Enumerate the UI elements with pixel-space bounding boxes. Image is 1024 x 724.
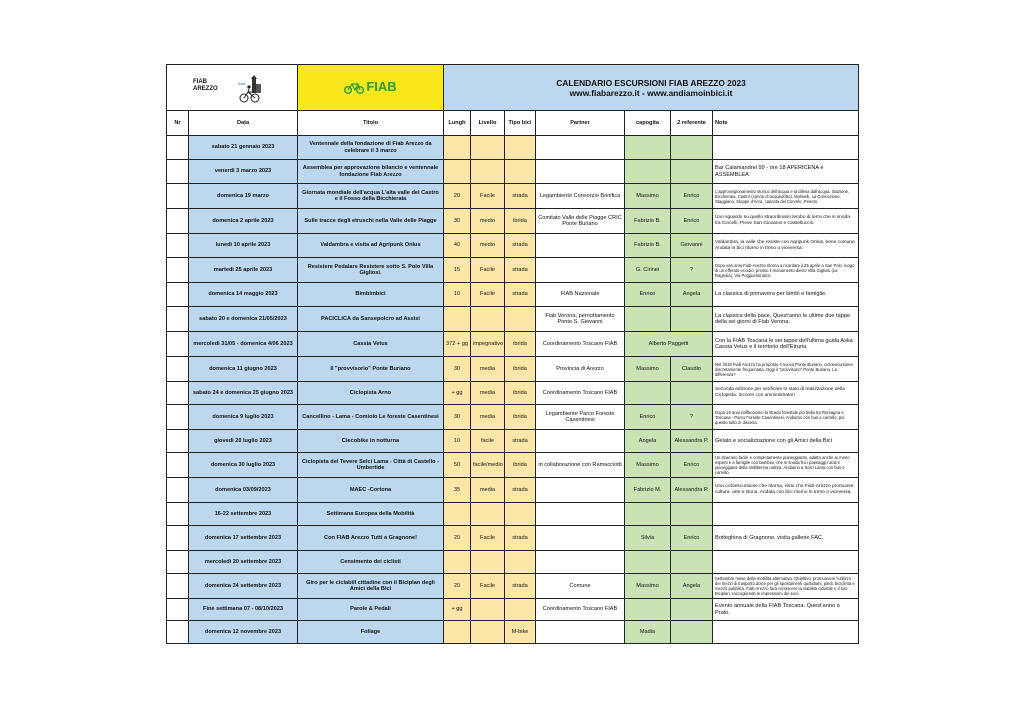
- cell-note: Con la FIAB Toscana le sei tappe dell'ultima guida Aska Cassia Vetus e il territorio dell'Etruria: [713, 332, 859, 357]
- cell-partner: Coordinamento Toscano FIAB: [536, 332, 625, 357]
- cell-tipo: ibrida: [505, 332, 536, 357]
- cell-note: Dopo 19 anni riaffacciamo la strada forestale più bella tra Romagna e Toscana - Parco Foreste Casentinesi. Andiamo con bus e carrello, poi questo tutto in discesa.: [713, 405, 859, 430]
- cell-note: La classica della pace. Quest'anno le ultime due tappe della sei giorni di Fiab Verona.: [713, 307, 859, 332]
- table-row: [167, 184, 859, 209]
- cell-referente: Enrico: [671, 209, 713, 234]
- fiab-arezzo-logo: [167, 65, 298, 111]
- cell-capogita: Enrico: [625, 283, 671, 307]
- table-row: [167, 621, 859, 644]
- cell-partner: [536, 258, 625, 283]
- cell-referente: [671, 621, 713, 644]
- cell-capogita: Massimo: [625, 184, 671, 209]
- cell-titolo: PACICLICA da Sansepolcro ad Assisi: [298, 307, 444, 332]
- cell-note: Seconda edizione per verificare lo stato di realizzazione della Ciclopista. Incontri con amministratori: [713, 382, 859, 405]
- table-row: [167, 283, 859, 307]
- cell-data: domenica 11 giugno 2023: [189, 357, 298, 382]
- cell-note: Bar Calamandrei 99 - ore 18 APERICENA e ASSEMBLEA: [713, 160, 859, 184]
- cell-referente: Enrico: [671, 453, 713, 478]
- col-header-referente: 2 referente: [671, 111, 713, 136]
- cell-tipo: ibrida: [505, 405, 536, 430]
- cell-referente: Giovanni: [671, 234, 713, 258]
- cell-tipo: [505, 307, 536, 332]
- cell-nr: [167, 332, 189, 357]
- cell-livello: [471, 621, 505, 644]
- cell-referente: Claudio: [671, 357, 713, 382]
- cell-referente: Angela: [671, 283, 713, 307]
- cell-referente: [671, 599, 713, 621]
- cell-nr: [167, 453, 189, 478]
- cell-data: domenica 24 settembre 2023: [189, 574, 298, 599]
- cell-lungh: 10: [444, 283, 471, 307]
- cell-tipo: [505, 160, 536, 184]
- cell-data: sabato 24 e domenica 25 giugno 2023: [189, 382, 298, 405]
- cell-titolo: Ciclopista del Tevere Selci Lama - Città di Castello - Umbertide: [298, 453, 444, 478]
- cell-livello: media: [471, 405, 505, 430]
- table-row: [167, 551, 859, 574]
- cell-livello: facile/medio: [471, 453, 505, 478]
- cell-partner: in collaborazione con Ramacciotti: [536, 453, 625, 478]
- cell-lungh: [444, 621, 471, 644]
- cell-partner: [536, 478, 625, 503]
- cell-data: domenica 17 settembre 2023: [189, 526, 298, 551]
- cell-partner: Comitato Valle delle Piagge CRIC Ponte Buriano: [536, 209, 625, 234]
- cell-livello: media: [471, 357, 505, 382]
- table-row: [167, 136, 859, 160]
- table-row: [167, 357, 859, 382]
- cell-lungh: 50: [444, 453, 471, 478]
- cell-lungh: 20: [444, 526, 471, 551]
- cell-titolo: Il "provvisorio" Ponte Buriano: [298, 357, 444, 382]
- cell-capogita: Massimo: [625, 453, 671, 478]
- cell-data: mercoledì 20 settembre 2023: [189, 551, 298, 574]
- cell-note: [713, 136, 859, 160]
- cell-capogita: Enrico: [625, 405, 671, 430]
- cell-tipo: ibrida: [505, 453, 536, 478]
- cell-data: martedì 25 aprile 2023: [189, 258, 298, 283]
- cell-referente: ?: [671, 405, 713, 430]
- cell-partner: Fiab Verona, pernottamento Ponte S. Giovanni: [536, 307, 625, 332]
- cell-nr: [167, 184, 189, 209]
- cell-titolo: Assemblea per approvazione bilancio e ventennale fondazione Fiab Arezzo: [298, 160, 444, 184]
- cell-titolo: MAEC -Cortona: [298, 478, 444, 503]
- cell-livello: Facile: [471, 258, 505, 283]
- cell-referente: [671, 382, 713, 405]
- fiab-logo: [298, 65, 444, 111]
- cell-lungh: 372 + gg: [444, 332, 471, 357]
- cell-data: venerdì 3 marzo 2023: [189, 160, 298, 184]
- cell-lungh: [444, 136, 471, 160]
- cell-titolo: Resistere Pedalare Resistere sotto S. Polo Villa Gigliosi.: [298, 258, 444, 283]
- bicycle-icon: [344, 82, 364, 94]
- cell-referente: Enrico: [671, 184, 713, 209]
- cell-capogita: [625, 599, 671, 621]
- cell-capogita: Angela: [625, 430, 671, 453]
- cell-titolo: Sulle tracce degli etruschi nella Valle delle Piagge: [298, 209, 444, 234]
- cell-titolo: Con FIAB Arezzo Tutti a Gragnone!: [298, 526, 444, 551]
- table-row: [167, 453, 859, 478]
- cell-partner: Coordinamento Toscano FIAB: [536, 599, 625, 621]
- cell-titolo: Cassia Vetus: [298, 332, 444, 357]
- cell-data: sabato 21 gennaio 2023: [189, 136, 298, 160]
- cell-nr: [167, 478, 189, 503]
- table-row: [167, 382, 859, 405]
- cell-nr: [167, 574, 189, 599]
- cell-note: [713, 503, 859, 526]
- cell-capogita: Fabrizio M.: [625, 478, 671, 503]
- cell-titolo: Bimbimbici: [298, 283, 444, 307]
- cell-nr: [167, 382, 189, 405]
- col-header-note: Note: [713, 111, 859, 136]
- cell-livello: [471, 136, 505, 160]
- cell-note: [713, 621, 859, 644]
- cell-data: domenica 19 marzo: [189, 184, 298, 209]
- cell-titolo: Ciecobike in notturna: [298, 430, 444, 453]
- cell-note: La classica di primavera per bimbi e famiglie.: [713, 283, 859, 307]
- cell-titolo: Foliage: [298, 621, 444, 644]
- cell-livello: Facile: [471, 184, 505, 209]
- cell-capogita: [625, 160, 671, 184]
- cell-partner: [536, 430, 625, 453]
- cell-referente: [671, 307, 713, 332]
- cell-nr: [167, 234, 189, 258]
- cell-lungh: 35: [444, 478, 471, 503]
- cell-nr: [167, 621, 189, 644]
- cell-titolo: Giornata mondiale dell'acqua L'alta valle del Castro e il Fosso della Bicchieraia: [298, 184, 444, 209]
- cell-referente: [671, 551, 713, 574]
- table-row: [167, 503, 859, 526]
- cell-livello: facile: [471, 430, 505, 453]
- cell-tipo: strada: [505, 283, 536, 307]
- cell-tipo: ibrida: [505, 209, 536, 234]
- table-row: [167, 599, 859, 621]
- cell-data: 16-22 settembre 2023: [189, 503, 298, 526]
- cell-data: domenica 2 aprile 2023: [189, 209, 298, 234]
- col-header-nr: Nr: [167, 111, 189, 136]
- table-row: [167, 258, 859, 283]
- cell-nr: [167, 258, 189, 283]
- cell-titolo: Valdambra e visita ad Agripunk Onlus: [298, 234, 444, 258]
- cell-referente: Enrico: [671, 526, 713, 551]
- cell-partner: Coordinamento Toscano FIAB: [536, 382, 625, 405]
- cell-capogita: Fabrizio B.: [625, 234, 671, 258]
- cell-capogita: [625, 307, 671, 332]
- cell-partner: Legambiente Parco Foreste Casentinesi: [536, 405, 625, 430]
- cell-lungh: 40: [444, 234, 471, 258]
- cell-nr: [167, 136, 189, 160]
- cell-note: L'approvvigionamento storico dell'acqua e la difesa dall'acqua. Stazione, Bicchieraia, Castro (canne di acquedotto), Molinelli, La Concezione, Staggiano, Stoppe d'Arca, cascata del Corvolo, Peneto.: [713, 184, 859, 209]
- cell-note: Gelato e socializzazione con gli Amici della Bici: [713, 430, 859, 453]
- cell-referente: ?: [671, 258, 713, 283]
- cell-livello: [471, 503, 505, 526]
- cell-capogita: Massimo: [625, 574, 671, 599]
- cell-capogita: Madia: [625, 621, 671, 644]
- cell-tipo: [505, 551, 536, 574]
- cell-lungh: + gg: [444, 382, 471, 405]
- cell-nr: [167, 405, 189, 430]
- cell-capogita: [625, 382, 671, 405]
- cell-nr: [167, 209, 189, 234]
- cell-note: Botteghina di Gragnone, visita gallerie FAC.: [713, 526, 859, 551]
- svg-text:Arte: Arte: [238, 81, 246, 86]
- cell-livello: Facile: [471, 283, 505, 307]
- cell-lungh: [444, 307, 471, 332]
- table-row: [167, 430, 859, 453]
- col-header-tipo: Tipo bici: [505, 111, 536, 136]
- cell-note: [713, 551, 859, 574]
- cell-livello: impegnativo: [471, 332, 505, 357]
- cell-nr: [167, 430, 189, 453]
- calendar-banner: [444, 65, 859, 111]
- cell-livello: Facile: [471, 574, 505, 599]
- cell-tipo: [505, 503, 536, 526]
- cell-tipo: strada: [505, 258, 536, 283]
- cell-data: giovedì 20 luglio 2023: [189, 430, 298, 453]
- cell-livello: [471, 599, 505, 621]
- cell-partner: Legambiente Consorzio Bonifica: [536, 184, 625, 209]
- cell-nr: [167, 551, 189, 574]
- cell-partner: [536, 526, 625, 551]
- cell-data: domenica 9 luglio 2023: [189, 405, 298, 430]
- cell-tipo: ibrida: [505, 357, 536, 382]
- cell-lungh: [444, 503, 471, 526]
- table-row: [167, 160, 859, 184]
- cell-titolo: Cancellino - Lama - Comiolo Le foreste Casentinesi: [298, 405, 444, 430]
- cell-titolo: Censimento dei ciclisti: [298, 551, 444, 574]
- table-row: [167, 234, 859, 258]
- cell-nr: [167, 357, 189, 382]
- table-row: [167, 574, 859, 599]
- cell-capogita: Silvia: [625, 526, 671, 551]
- cell-capogita: Massimo: [625, 357, 671, 382]
- cell-tipo: ibrida: [505, 382, 536, 405]
- cell-lungh: 20: [444, 574, 471, 599]
- cell-lungh: [444, 160, 471, 184]
- cell-nr: [167, 503, 189, 526]
- cell-note: Uno sguardo su quello straordinario lembo di terra che si snoda tra Cincelli, Pieve San Giovanni e Castelluccio.: [713, 209, 859, 234]
- calendar-title: CALENDARIO ESCURSIONI FIAB AREZZO 2023: [556, 77, 746, 88]
- cell-data: domenica 12 novembre 2023: [189, 621, 298, 644]
- cell-tipo: strada: [505, 234, 536, 258]
- cell-tipo: strada: [505, 430, 536, 453]
- cell-partner: [536, 160, 625, 184]
- org-name: FIAB: [193, 79, 207, 85]
- cell-tipo: M-bike: [505, 621, 536, 644]
- cell-data: domenica 14 maggio 2023: [189, 283, 298, 307]
- cell-capogita: [625, 136, 671, 160]
- cell-partner: Provincia di Arezzo: [536, 357, 625, 382]
- cell-data: domenica 03/09/2023: [189, 478, 298, 503]
- cell-note: Evento annuale della FIAB Toscana. Quest'anno a Prato.: [713, 599, 859, 621]
- cell-nr: [167, 307, 189, 332]
- cell-tipo: strada: [505, 478, 536, 503]
- cell-livello: [471, 307, 505, 332]
- col-header-capogita: capogita: [625, 111, 671, 136]
- cell-capogita: Fabrizio B.: [625, 209, 671, 234]
- cell-referente: [671, 136, 713, 160]
- calendar-subtitle: www.fiabarezzo.it - www.andiamoinbici.it: [569, 87, 733, 98]
- table-row: [167, 526, 859, 551]
- col-header-data: Data: [189, 111, 298, 136]
- cell-tipo: strada: [505, 526, 536, 551]
- cell-titolo: Ventennale della fondazione di Fiab Arezzo da celebrare il 3 marzo: [298, 136, 444, 160]
- cell-note: Nel 2019 Fiab Arezzo ha proposto Il nuovo Ponte Buriano, cicloescursione discretamente frequentata. Oggi il "provvisorio" Ponte Buriano. La differenza?: [713, 357, 859, 382]
- cell-titolo: Parole & Pedali: [298, 599, 444, 621]
- cell-livello: media: [471, 382, 505, 405]
- cell-note: Un itinerario facile e completamente pianeggiante, adatto anche ai meno esperti e a famiglie con bambini, che si snoda fra i paesaggi rurali e pianeggianti della Valtiberina umbra. Andiamo a Selci Lama con bus e carrello.: [713, 453, 859, 478]
- cell-tipo: [505, 599, 536, 621]
- col-header-livello: Livello: [471, 111, 505, 136]
- cell-tipo: [505, 136, 536, 160]
- table-row: [167, 478, 859, 503]
- col-header-lungh: Lungh: [444, 111, 471, 136]
- cell-capogita: G. Cirinei: [625, 258, 671, 283]
- cell-referente: [671, 503, 713, 526]
- cell-capogita: Alberto Paggetti: [625, 332, 713, 357]
- cell-lungh: [444, 551, 471, 574]
- table-row: [167, 209, 859, 234]
- cell-nr: [167, 160, 189, 184]
- cell-data: domenica 30 luglio 2023: [189, 453, 298, 478]
- cell-lungh: + gg: [444, 599, 471, 621]
- cell-partner: [536, 551, 625, 574]
- cell-note: Una cicloescursione che ritorna, visto che Fiab-Arezzo promuove cultura, arte e storia. Andata con bici ritorno in treno o viceversa.: [713, 478, 859, 503]
- cell-referente: Alessandra P.: [671, 478, 713, 503]
- cell-partner: FIAB Nazionale: [536, 283, 625, 307]
- cell-lungh: 10: [444, 430, 471, 453]
- cell-lungh: 30: [444, 405, 471, 430]
- cell-nr: [167, 599, 189, 621]
- cell-partner: [536, 234, 625, 258]
- cell-nr: [167, 283, 189, 307]
- cell-data: Fine settimana 07 - 08/10/2023: [189, 599, 298, 621]
- cell-capogita: [625, 551, 671, 574]
- cell-note: Valdambra, la valle che resiste con Agripunk Onlus, bene comune. Andata in bici ritorno in treno o viceversa.: [713, 234, 859, 258]
- cell-partner: [536, 621, 625, 644]
- cell-capogita: [625, 503, 671, 526]
- cell-data: lunedì 10 aprile 2023: [189, 234, 298, 258]
- cell-lungh: 30: [444, 357, 471, 382]
- cell-referente: [671, 160, 713, 184]
- cell-lungh: 30: [444, 209, 471, 234]
- cell-titolo: Giro per le ciclabili cittadine con il Biciplan degli Amici della Bici: [298, 574, 444, 599]
- cyclist-tower-icon: [237, 75, 263, 105]
- cell-lungh: 20: [444, 184, 471, 209]
- cell-livello: medio: [471, 209, 505, 234]
- cell-tipo: strada: [505, 574, 536, 599]
- cell-note: Dopo vari anni Fiab-Arezzo ritorna a ricordare il 25 aprile a San Polo, luogo di un efferato eccidio, presso il monumento dietro Villa Gigliosi (La Ragnaia), Via Poggiomendico.: [713, 258, 859, 283]
- col-header-partner: Partner: [536, 111, 625, 136]
- col-header-titolo: Titolo: [298, 111, 444, 136]
- cell-data: mercoledì 31/05 - domenica 4/06 2023: [189, 332, 298, 357]
- cell-note: Settembre mese della mobilità alternativa. Obiettivo: promuovere l'utilizzo dei mezzi di trasporto dolce per gli spostamenti quotidiani, piedi, bicicletta e mezzo pubblico. Fiab Arezzo farà conoscere la viabilità ciclabile e il suo Biciplan, raccogliendo le impressioni dei soci.: [713, 574, 859, 599]
- cell-livello: Facile: [471, 526, 505, 551]
- cell-referente: Angela: [671, 574, 713, 599]
- cell-livello: media: [471, 478, 505, 503]
- cell-livello: [471, 551, 505, 574]
- cell-data: sabato 20 e domenica 21/05/2023: [189, 307, 298, 332]
- calendar-table: [166, 64, 859, 644]
- cell-livello: medio: [471, 234, 505, 258]
- table-row: [167, 332, 859, 357]
- cell-titolo: Ciclopista Arno: [298, 382, 444, 405]
- cell-tipo: strada: [505, 184, 536, 209]
- table-row: [167, 405, 859, 430]
- cell-partner: [536, 503, 625, 526]
- cell-referente: Alessandra P.: [671, 430, 713, 453]
- cell-lungh: 15: [444, 258, 471, 283]
- cell-partner: Comune: [536, 574, 625, 599]
- cell-titolo: Settimana Europea della Mobilità: [298, 503, 444, 526]
- cell-nr: [167, 526, 189, 551]
- table-row: [167, 307, 859, 332]
- cell-partner: [536, 136, 625, 160]
- cell-livello: [471, 160, 505, 184]
- org-city: AREZZO: [193, 86, 218, 92]
- fiab-logo-text: FIAB: [366, 79, 397, 95]
